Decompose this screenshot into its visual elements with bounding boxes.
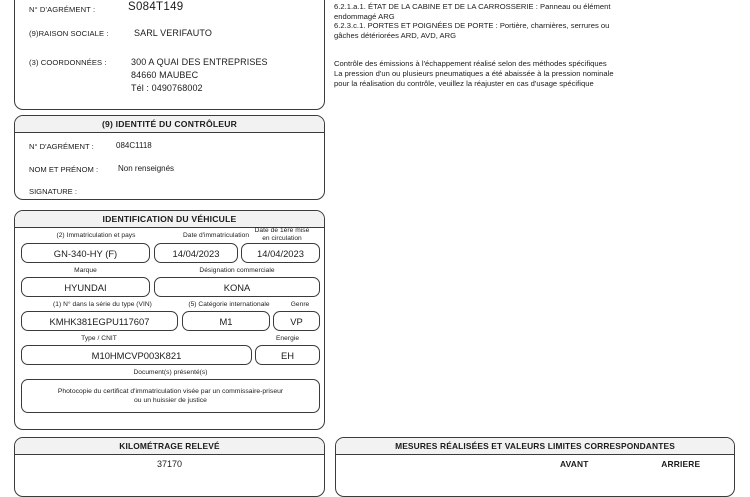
label-type-cnit: Type / CNIT (81, 335, 117, 342)
value-date-mise-circulation: 14/04/2023 (241, 243, 320, 263)
label-date-immatriculation: Date d'immatriculation (182, 232, 250, 239)
panel-identification-vehicule (14, 210, 325, 430)
note-line-3: pour la réalisation du contrôle, veuillez la réajuster en cas d'usage spécifique (334, 78, 594, 88)
panel-kilometrage (14, 437, 325, 497)
heading-kilometrage: KILOMÉTRAGE RELEVÉ (15, 438, 324, 455)
defect-line-1: 6.2.1.a.1. ÉTAT DE LA CABINE ET DE LA CARROSSERIE : Panneau ou élément (334, 2, 611, 11)
value-n-agrement: S084T149 (128, 1, 184, 13)
value-controleur-nom: Non renseignés (118, 164, 175, 173)
observations-spacer (334, 40, 736, 59)
label-marque: Marque (74, 267, 97, 274)
column-gutter (325, 0, 326, 437)
label-coordonnees: (3) COORDONNÉES : (29, 58, 107, 67)
label-controleur-agrement: N° D'AGRÉMENT : (29, 142, 94, 151)
column-header-avant: AVANT (559, 459, 589, 469)
value-energie: EH (255, 345, 320, 365)
heading-identite-controleur: (9) IDENTITÉ DU CONTRÔLEUR (15, 116, 324, 133)
defect-line-4: gâches détériorées ARD, AVD, ARG (334, 30, 457, 40)
panel-mesures (335, 437, 735, 497)
value-type-cnit: M10HMCVP003K821 (21, 345, 252, 365)
value-raison-sociale: SARL VERIFAUTO (134, 28, 212, 38)
mesures-spacer (336, 459, 521, 469)
label-n-agrement: N° D'AGRÉMENT : (29, 5, 96, 14)
label-date-mec-line2: en circulation (262, 235, 302, 242)
heading-mesures: MESURES RÉALISÉES ET VALEURS LIMITES CORRESPONDANTES (336, 438, 734, 455)
label-vin: (1) N° dans la série du type (VIN) (53, 301, 152, 308)
value-genre: VP (273, 311, 320, 331)
mesures-column-headers (336, 455, 734, 469)
value-telephone: Tél : 0490768002 (131, 83, 203, 93)
defect-line-3: 6.2.3.c.1. PORTES ET POIGNÉES DE PORTE : Portière, charnières, serrures ou (334, 21, 610, 31)
note-line-2: La pression d'un ou plusieurs pneumatiques a été abaissée à la pression nominale (334, 68, 614, 78)
label-documents-presentes: Document(s) présenté(s) (133, 369, 208, 376)
value-adresse-line-2: 84660 MAUBEC (131, 70, 199, 80)
label-categorie-internationale: (5) Catégorie internationale (188, 301, 270, 308)
value-documents-presentes (21, 379, 320, 413)
heading-identification-vehicule: IDENTIFICATION DU VÉHICULE (15, 211, 324, 228)
value-kilometrage: 37170 (156, 459, 183, 469)
value-categorie-internationale: M1 (182, 311, 270, 331)
value-controleur-agrement: 084C1118 (116, 141, 152, 150)
value-immatriculation: GN-340-HY (F) (21, 243, 150, 263)
value-adresse-line-1: 300 A QUAI DES ENTREPRISES (131, 57, 268, 67)
label-controleur-signature: SIGNATURE : (29, 187, 77, 196)
column-header-arriere: ARRIERE (661, 459, 701, 469)
value-date-immatriculation: 14/04/2023 (154, 243, 238, 263)
documents-line-2: ou un huissier de justice (134, 397, 207, 404)
label-controleur-nom: NOM ET PRÉNOM : (29, 165, 99, 174)
note-line-1: Contrôle des émissions à l'échappement réalisé selon des méthodes spécifiques (334, 59, 607, 69)
panel-observations (334, 2, 736, 88)
label-designation-commerciale: Désignation commerciale (199, 267, 275, 274)
value-marque: HYUNDAI (21, 277, 150, 297)
label-immatriculation: (2) Immatriculation et pays (56, 232, 136, 239)
label-raison-sociale: (9)RAISON SOCIALE : (29, 29, 109, 38)
label-energie: Energie (275, 335, 300, 342)
value-vin: KMHK381EGPU117607 (21, 311, 178, 331)
label-date-mec-line1: Date de 1ère mise (254, 227, 310, 234)
defect-line-2: endommagé ARG (334, 11, 395, 21)
value-designation-commerciale: KONA (154, 277, 320, 297)
label-genre: Genre (290, 301, 310, 308)
documents-line-1: Photocopie du certificat d'immatriculation visée par un commissaire-priseur (57, 388, 284, 395)
panel-agrement (14, 0, 325, 110)
panel-identite-controleur (14, 115, 325, 200)
